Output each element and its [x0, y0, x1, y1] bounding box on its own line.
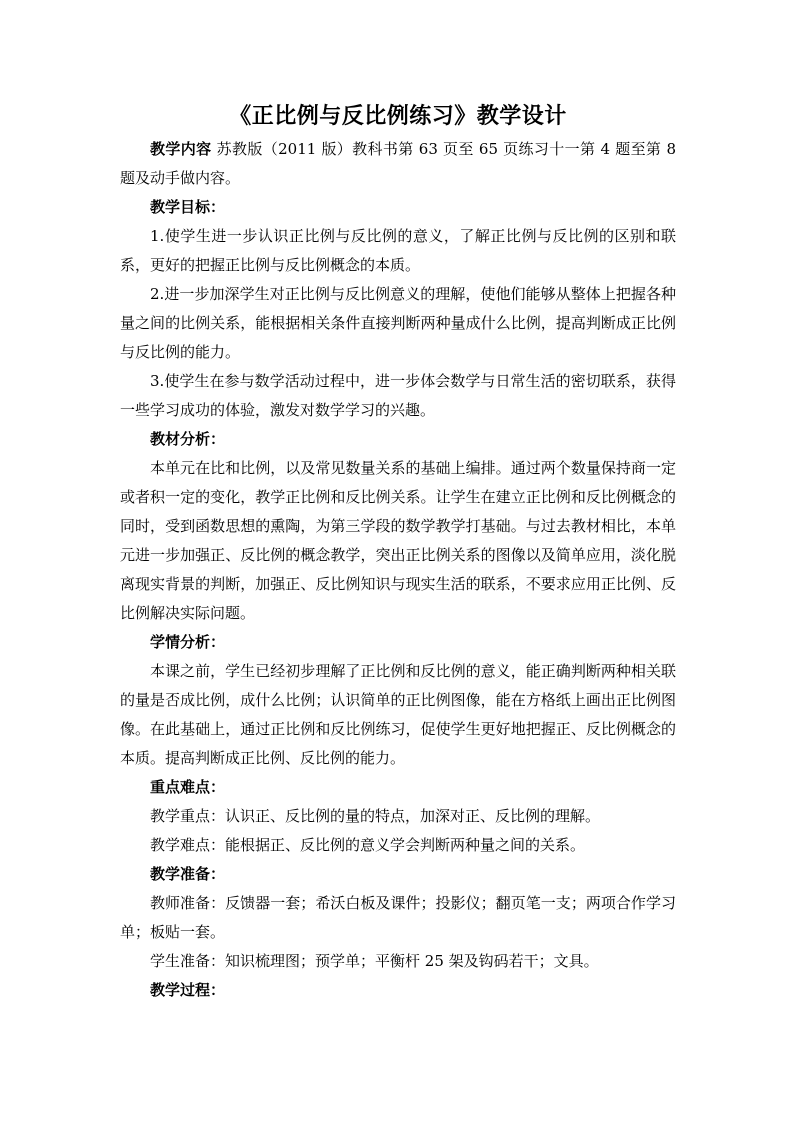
teaching-content-text: 苏教版（2011 版）教科书第 63 页至 65 页练习十一第 4 题至第 8 题及动手做内容。 — [120, 140, 676, 187]
key-points-heading: 重点难点： — [150, 778, 226, 796]
teaching-content-paragraph — [120, 135, 676, 193]
teacher-preparation-text: 教师准备：反馈器一套；希沃白板及课件；投影仪；翻页笔一支；两项合作学习单；板贴一套。 — [120, 894, 676, 941]
student-analysis-heading: 学情分析： — [150, 633, 226, 651]
student-preparation-text: 学生准备：知识梳理图；预学单；平衡杆 25 架及钩码若干；文具。 — [150, 952, 599, 970]
teaching-goal-item-3: 3.使学生在参与数学活动过程中，进一步体会数学与日常生活的密切联系，获得一些学习成功的体验，激发对数学学习的兴趣。 — [120, 372, 676, 419]
document-content — [120, 101, 676, 1005]
teaching-goals-heading: 教学目标： — [150, 198, 226, 216]
teaching-process-heading: 教学过程： — [150, 981, 226, 999]
textbook-analysis-text: 本单元在比和比例，以及常见数量关系的基础上编排。通过两个数量保持商一定或者积一定的变化，教学正比例和反比例关系。让学生在建立正比例和反比例概念的同时，受到函数思想的熏陶，为第三学段的数学教学打基础。与过去教材相比，本单元进一步加强正、反比例的概念教学，突出正比例关系的图像以及简单应用，淡化脱离现实背景的判断，加强正、反比例知识与现实生活的联系，不要求应用正比例、反比例解决实际问题。 — [120, 459, 676, 622]
document-title: 《正比例与反比例练习》教学设计 — [229, 104, 567, 129]
preparation-heading: 教学准备： — [150, 865, 226, 883]
teaching-content-label: 教学内容 — [150, 140, 212, 158]
teaching-difficulty-text: 教学难点：能根据正、反比例的意义学会判断两种量之间的关系。 — [150, 836, 586, 854]
student-analysis-text: 本课之前，学生已经初步理解了正比例和反比例的意义，能正确判断两种相关联的量是否成比例，成什么比例；认识简单的正比例图像，能在方格纸上画出正比例图像。在此基础上，通过正比例和反比例练习，促使学生更好地把握正、反比例概念的本质。提高判断成正比例、反比例的能力。 — [120, 662, 676, 767]
teaching-goal-item-1: 1.使学生进一步认识正比例与反比例的意义，了解正比例与反比例的区别和联系，更好的把握正比例与反比例概念的本质。 — [120, 227, 676, 274]
teaching-goal-item-2: 2.进一步加深学生对正比例与反比例意义的理解，使他们能够从整体上把握各种量之间的比例关系，能根据相关条件直接判断两种量成什么比例，提高判断成正比例与反比例的能力。 — [120, 285, 676, 361]
teaching-focus-text: 教学重点：认识正、反比例的量的特点，加深对正、反比例的理解。 — [150, 807, 601, 825]
textbook-analysis-heading: 教材分析： — [150, 430, 226, 448]
